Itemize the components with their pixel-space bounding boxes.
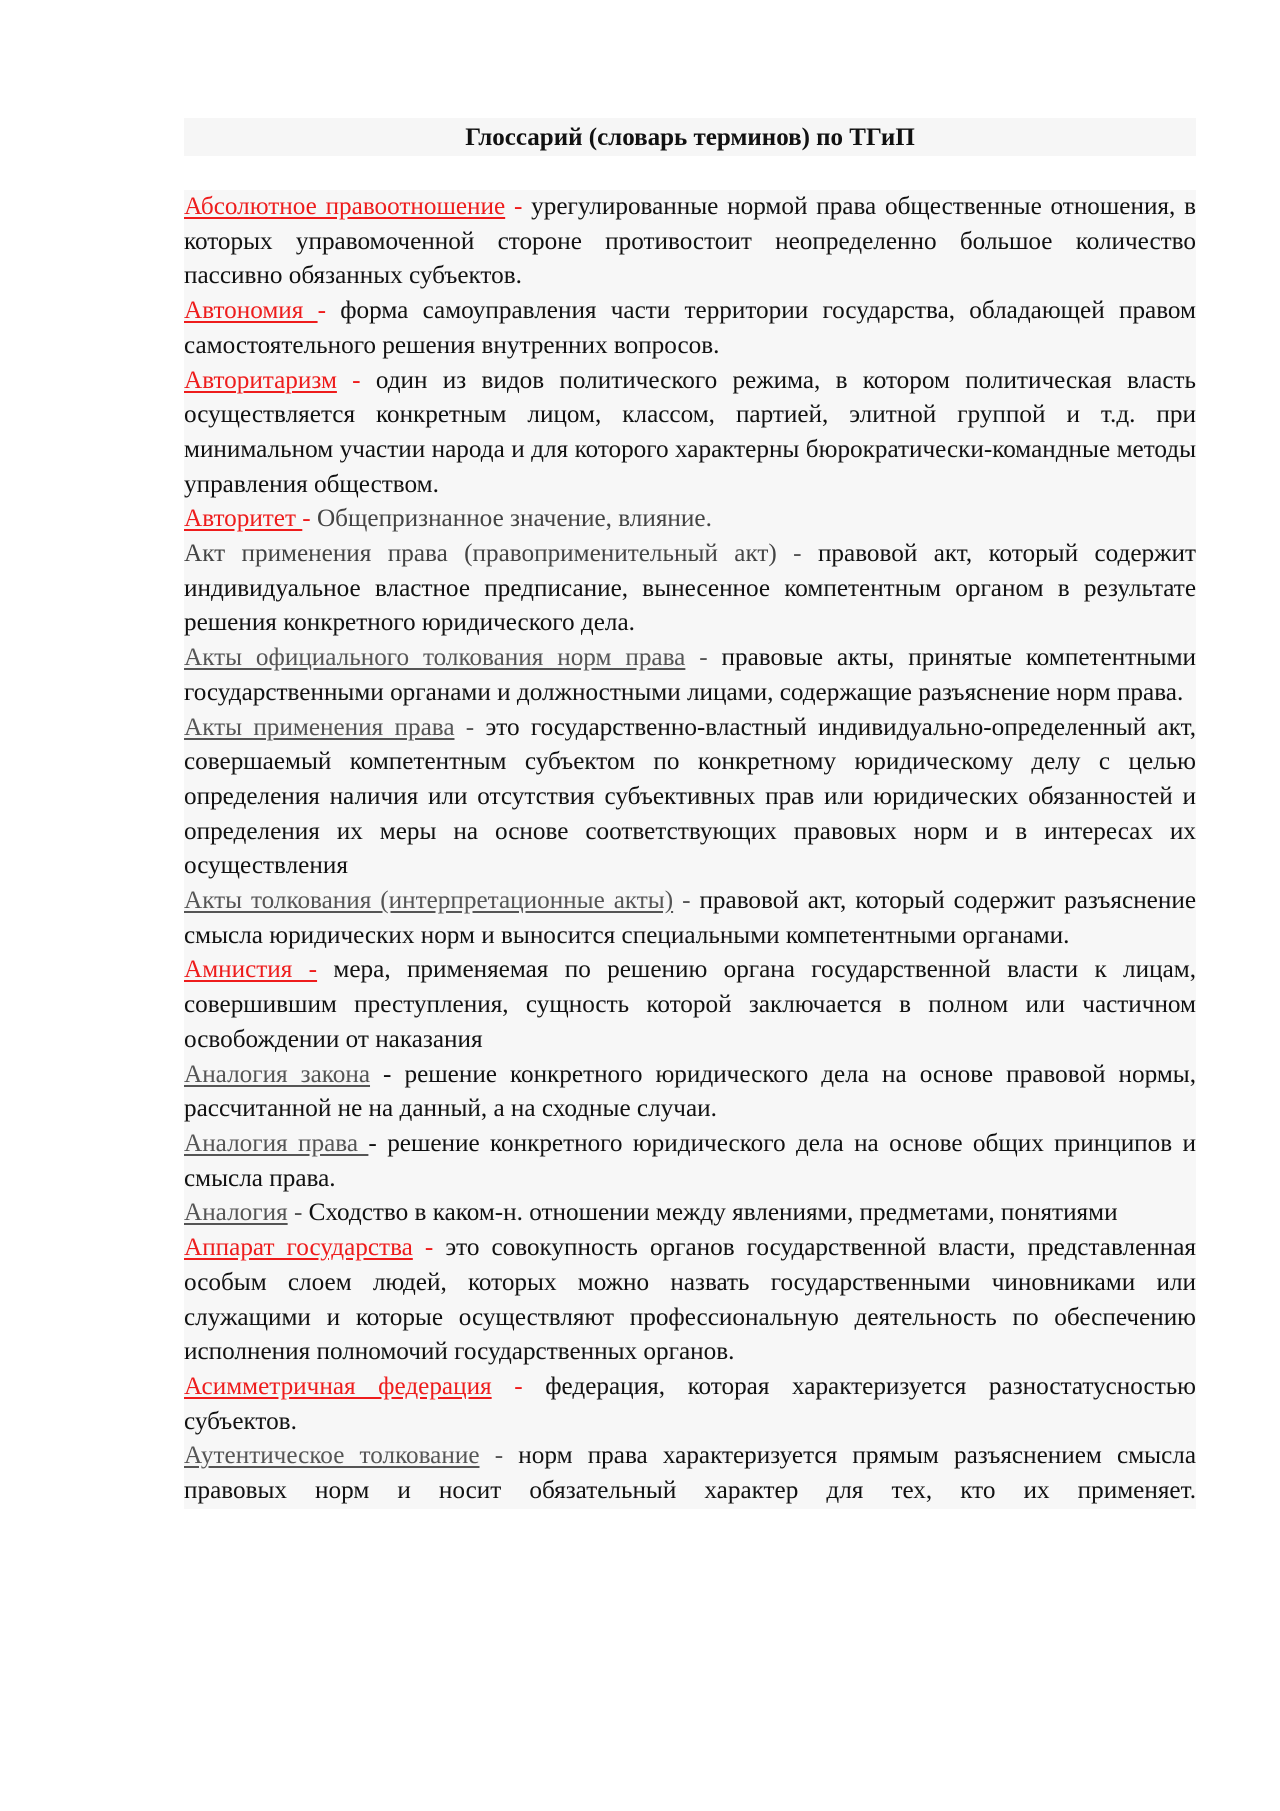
entry-definition: Общепризнанное значение, влияние. bbox=[316, 505, 712, 533]
glossary-entry-5 bbox=[184, 641, 1196, 710]
entry-dash: - bbox=[491, 1372, 546, 1400]
entry-term: Аналогия bbox=[184, 1199, 288, 1227]
entry-term: Авторитаризм bbox=[184, 366, 337, 394]
entry-dash: - bbox=[505, 193, 532, 220]
glossary-entry-10 bbox=[184, 1127, 1196, 1196]
glossary-entry-12 bbox=[184, 1231, 1196, 1370]
document-page bbox=[184, 118, 1196, 1509]
glossary-entry-0 bbox=[184, 190, 1196, 294]
glossary-entry-11 bbox=[184, 1196, 1196, 1231]
glossary-entry-4 bbox=[184, 537, 1196, 641]
entry-definition: норм права характеризуется прямым разъяснением смысла правовых норм и носит обязательный характер для тех, кто их применяет. bbox=[184, 1442, 1197, 1505]
entry-definition: Сходство в каком-н. отношении между явлениями, предметами, понятиями bbox=[308, 1199, 1118, 1227]
entry-term: Акт применения права (правоприменительный акт) bbox=[184, 540, 777, 568]
entry-dash: - bbox=[776, 540, 818, 568]
glossary-entry-8 bbox=[184, 953, 1196, 1057]
entry-dash: - bbox=[336, 366, 376, 394]
entry-dash bbox=[317, 956, 333, 983]
entry-term: Акты официального толкования норм права bbox=[184, 644, 686, 672]
entry-term: Аналогия закона bbox=[184, 1060, 371, 1088]
page-title: Глоссарий (словарь терминов) по ТГиП bbox=[184, 118, 1196, 156]
entry-term: Аппарат государства bbox=[184, 1234, 413, 1262]
glossary-entry-1 bbox=[184, 294, 1196, 363]
entry-term: Аутентическое толкование bbox=[184, 1442, 480, 1470]
entry-dash: - bbox=[685, 644, 722, 672]
entry-definition: один из видов политического режима, в котором политическая власть осуществляется конкретным лицом, классом, партией, элитной группой и т.д. при минимальном участии народа и для которого характерны бюрократически-командные методы управления обществом. bbox=[184, 366, 1196, 498]
glossary-entry-3 bbox=[184, 502, 1196, 537]
entry-dash: - bbox=[317, 297, 341, 325]
entry-term: Авторитет bbox=[184, 505, 303, 533]
entry-term: Амнистия - bbox=[184, 956, 318, 984]
entry-term: Акты толкования (интерпретационные акты) bbox=[184, 887, 674, 915]
entry-term: Асимметричная федерация bbox=[184, 1372, 492, 1400]
glossary-entry-6 bbox=[184, 711, 1196, 885]
glossary-list bbox=[184, 190, 1196, 1509]
entry-dash: - bbox=[412, 1234, 446, 1262]
glossary-entry-7 bbox=[184, 884, 1196, 953]
entry-term: Автономия bbox=[184, 297, 318, 325]
entry-definition: урегулированные нормой права общественные отношения, в которых управомоченной стороне противостоит неопределенно большое количество пассивно обязанных субъектов. bbox=[184, 193, 1196, 290]
entry-definition: решение конкретного юридического дела на основе правовой нормы, рассчитанной не на данный, а на сходные случаи. bbox=[184, 1060, 1196, 1123]
entry-definition: мера, применяемая по решению органа государственной власти к лицам, совершившим преступления, сущность которой заключается в полном или частичном освобождении от наказания bbox=[184, 956, 1196, 1053]
entry-definition: правовой акт, который содержит разъяснение смысла юридических норм и выносится специальными компетентными органами. bbox=[184, 887, 1196, 949]
entry-definition: это совокупность органов государственной власти, представленная особым слоем людей, которых можно назвать государственными чиновниками или служащими и которые осуществляют профессиональную деятельность по обеспечению исполнения полномочий государственных органов. bbox=[184, 1234, 1197, 1366]
entry-definition: форма самоуправления части территории государства, обладающей правом самостоятельного решения внутренних вопросов. bbox=[184, 297, 1196, 359]
entry-definition: правовые акты, принятые компетентными государственными органами и должностными лицами, содержащие разъяснение норм права. bbox=[184, 644, 1197, 706]
entry-dash: - bbox=[302, 505, 317, 533]
glossary-entry-13 bbox=[184, 1370, 1196, 1439]
entry-definition: решение конкретного юридического дела на основе общих принципов и смысла права. bbox=[184, 1129, 1197, 1192]
entry-term: Акты применения права bbox=[184, 713, 455, 741]
entry-dash: - bbox=[287, 1199, 309, 1227]
glossary-entry-2 bbox=[184, 364, 1196, 503]
entry-dash: - bbox=[673, 887, 700, 915]
entry-definition: правовой акт, который содержит индивидуальное властное предписание, вынесенное компетентным органом в результате решения конкретного юридического дела. bbox=[184, 540, 1196, 637]
entry-dash: - bbox=[454, 713, 486, 741]
entry-definition: федерация, которая характеризуется разностатусностью субъектов. bbox=[184, 1372, 1197, 1435]
entry-definition: это государственно-властный индивидуально-определенный акт, совершаемый компетентным субъектом по конкретному юридическому делу с целью определения наличия или отсутствия субъективных прав или юридических обязанностей и определения их меры на основе соответствующих правовых норм и в интересах их осуществления bbox=[184, 713, 1197, 880]
glossary-entry-9 bbox=[184, 1058, 1196, 1127]
entry-dash: - bbox=[479, 1442, 519, 1470]
entry-dash: - bbox=[370, 1060, 405, 1088]
glossary-entry-14 bbox=[184, 1439, 1196, 1508]
entry-dash: - bbox=[368, 1129, 388, 1157]
entry-term: Абсолютное правоотношение bbox=[184, 193, 506, 220]
entry-term: Аналогия права bbox=[184, 1129, 369, 1157]
